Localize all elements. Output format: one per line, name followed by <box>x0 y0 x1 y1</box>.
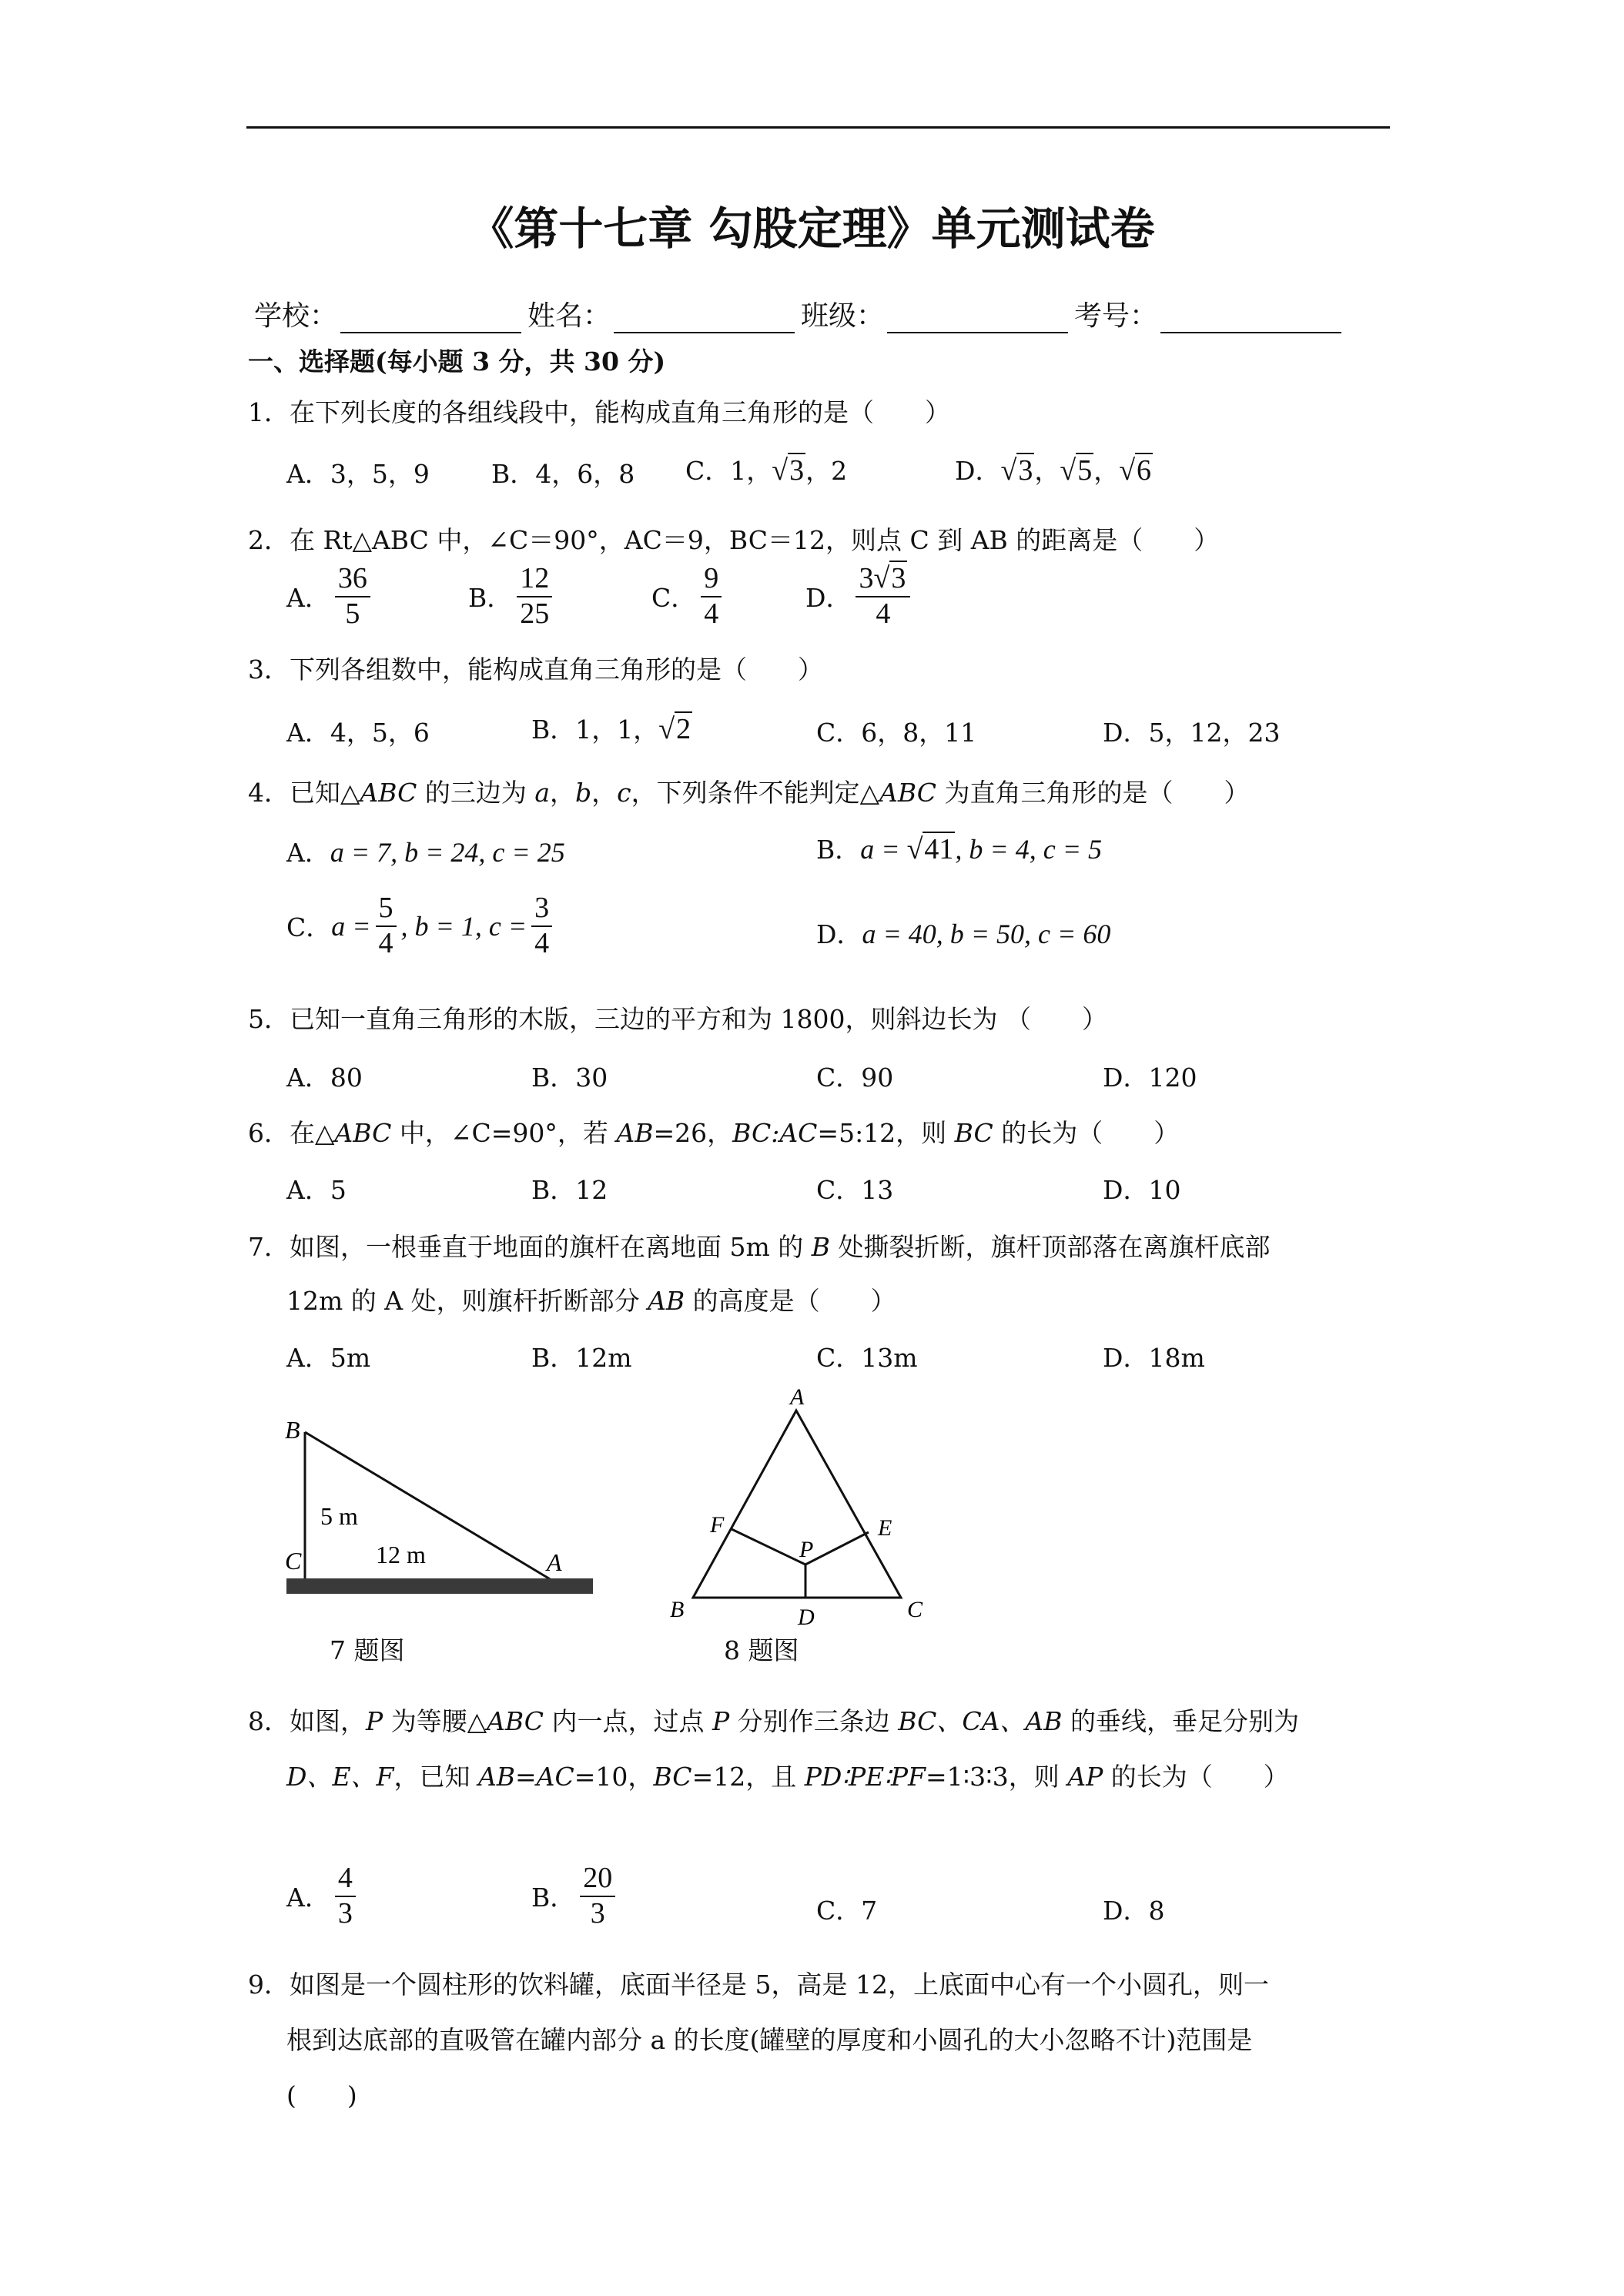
fraction: $\frac{5}{4}$ <box>376 892 397 960</box>
length-label-ca: 12 m <box>376 1541 426 1568</box>
class-blank[interactable] <box>887 306 1068 333</box>
sqrt-expression: √6 <box>1119 454 1152 487</box>
question-5-option-a[interactable]: A．80 <box>286 1063 363 1093</box>
name-label: 姓名： <box>527 300 611 332</box>
student-info-row <box>254 294 1348 333</box>
question-8-option-b[interactable]: B． $\frac{20}{3}$ <box>531 1862 620 1930</box>
question-8-line-1: 8．如图，P 为等腰△ABC 内一点，过点 P 分别作三条边 BC、CA、AB 的垂线，垂足分别为 <box>248 1706 1300 1736</box>
class-label: 班级： <box>801 300 885 332</box>
question-8-option-d[interactable]: D．8 <box>1103 1896 1165 1926</box>
foot-label-d: D <box>798 1605 815 1630</box>
foot-label-e: E <box>878 1515 892 1541</box>
question-3-stem: 3．下列各组数中，能构成直角三角形的是（ ） <box>248 654 823 684</box>
fraction: $\frac{4}{3}$ <box>335 1862 356 1930</box>
point-label-p: P <box>799 1537 814 1562</box>
triangle-abc <box>693 1411 901 1598</box>
question-2-option-b[interactable] <box>468 562 557 631</box>
question-7-line-2: 12m 的 A 处，则旗杆折断部分 AB 的高度是（ ） <box>286 1286 896 1316</box>
header-rule <box>246 126 1390 129</box>
question-4-option-a[interactable]: A．a = 7, b = 24, c = 25 <box>286 837 565 868</box>
question-7-option-b[interactable]: B．12m <box>531 1343 632 1373</box>
question-7-option-c[interactable]: C．13m <box>816 1343 918 1373</box>
vertex-label-c: C <box>285 1547 302 1575</box>
fraction: $\frac{3}{4}$ <box>531 892 552 960</box>
figure-8-triangle <box>655 1378 963 1632</box>
question-6-option-c[interactable]: C．13 <box>816 1175 894 1205</box>
sqrt-expression: √3 <box>1000 454 1033 487</box>
question-2-stem: 2．在 Rt△ABC 中，∠C＝90°，AC＝9，BC＝12，则点 C 到 AB 的距离是（ ） <box>248 525 1220 555</box>
vertex-label-a: A <box>547 1548 562 1576</box>
fraction: $\frac{20}{3}$ <box>580 1862 615 1930</box>
question-5-option-b[interactable]: B．30 <box>531 1063 608 1093</box>
name-blank[interactable] <box>614 306 795 333</box>
fraction: $\frac{9}{4}$ <box>701 562 722 631</box>
option-label: C． <box>651 583 697 614</box>
question-1-option-a[interactable]: A．3，5，9 <box>286 459 430 489</box>
question-1-stem: 1．在下列长度的各组线段中，能构成直角三角形的是（ ） <box>248 397 950 427</box>
question-1-option-b[interactable]: B．4，6，8 <box>491 459 635 489</box>
option-label: A． <box>286 583 330 614</box>
school-label: 学校： <box>254 300 338 332</box>
question-6-option-d[interactable]: D．10 <box>1103 1175 1181 1205</box>
vertex-label-b: B <box>670 1597 685 1622</box>
length-label-bc: 5 m <box>320 1502 358 1530</box>
question-1-option-d[interactable] <box>955 451 1153 487</box>
option-d-label: D． <box>955 456 1001 486</box>
question-4-option-d[interactable]: D．a = 40, b = 50, c = 60 <box>816 919 1111 949</box>
fraction: $\frac{12}{25}$ <box>517 562 552 631</box>
vertex-label-a: A <box>790 1384 805 1410</box>
option-c-prefix: C．1， <box>685 456 772 486</box>
question-7-option-d[interactable]: D．18m <box>1103 1343 1205 1373</box>
question-7-option-a[interactable]: A．5m <box>286 1343 371 1373</box>
sqrt-expression: √5 <box>1060 454 1093 487</box>
separator: ， <box>1034 456 1060 486</box>
question-4-option-b[interactable]: B．a = √41, b = 4, c = 5 <box>816 833 1102 865</box>
question-9-line-3: ( ) <box>286 2080 357 2110</box>
question-4-option-c[interactable]: C． a = $\frac{5}{4}$ , b = 1, c = $\frac{3}{4}$ <box>286 892 557 960</box>
question-3-option-b[interactable] <box>531 710 692 746</box>
option-c-suffix: ，2 <box>805 456 848 486</box>
separator: ， <box>1093 456 1120 486</box>
question-1-option-c[interactable] <box>685 451 847 487</box>
question-6-option-b[interactable]: B．12 <box>531 1175 608 1205</box>
sqrt-expression: √2 <box>658 713 691 745</box>
question-5-option-c[interactable]: C．90 <box>816 1063 894 1093</box>
question-8-option-c[interactable]: C．7 <box>816 1896 878 1926</box>
question-2-option-a[interactable] <box>286 562 375 631</box>
school-blank[interactable] <box>340 306 521 333</box>
option-label: D． <box>805 583 852 614</box>
exam-number-label: 考号： <box>1074 300 1158 332</box>
foot-label-f: F <box>710 1512 725 1538</box>
question-8-line-2: D、E、F，已知 AB=AC=10，BC=12，且 PD∶PE∶PF=1∶3∶3，则 AP 的长为（ ） <box>286 1762 1289 1792</box>
question-8-option-a[interactable]: A． $\frac{4}{3}$ <box>286 1862 360 1930</box>
exam-number-blank[interactable] <box>1160 306 1341 333</box>
perpendicular-pe <box>805 1532 869 1565</box>
option-b-prefix: B．1，1， <box>531 715 659 745</box>
figure-8-caption: 8 题图 <box>724 1635 799 1665</box>
question-3-option-d[interactable]: D．5，12，23 <box>1103 718 1281 748</box>
sqrt-expression: √3 <box>772 454 805 487</box>
question-9-line-1: 9．如图是一个圆柱形的饮料罐，底面半径是 5，高是 12，上底面中心有一个小圆孔，则一 <box>248 1970 1269 2000</box>
option-label: B． <box>468 583 513 614</box>
question-6-option-a[interactable]: A．5 <box>286 1175 347 1205</box>
question-6-stem: 6．在△ABC 中，∠C=90°，若 AB=26，BC:AC=5:12，则 BC 的长为（ ） <box>248 1118 1180 1148</box>
question-3-option-c[interactable]: C．6，8，11 <box>816 718 977 748</box>
question-5-stem: 5．已知一直角三角形的木版，三边的平方和为 1800，则斜边长为 （ ） <box>248 1004 1107 1034</box>
question-5-option-d[interactable]: D．120 <box>1103 1063 1197 1093</box>
figure-7-caption: 7 题图 <box>330 1635 405 1665</box>
question-7-line-1: 7．如图，一根垂直于地面的旗杆在离地面 5m 的 B 处撕裂折断，旗杆顶部落在离旗杆底部 <box>248 1232 1271 1262</box>
section-heading: 一、选择题(每小题 3 分，共 30 分) <box>248 346 666 377</box>
figure-7-flagpole <box>277 1409 601 1609</box>
page-title: 《第十七章 勾股定理》单元测试卷 <box>469 202 1155 255</box>
ground-strip <box>286 1578 593 1594</box>
vertex-label-c: C <box>907 1597 923 1622</box>
fraction: $\frac{36}{5}$ <box>335 562 370 631</box>
perpendicular-pf <box>732 1529 805 1565</box>
question-2-option-c[interactable] <box>651 562 726 631</box>
fraction: $\frac{3√3}{4}$ <box>856 562 910 631</box>
question-9-line-2: 根到达底部的直吸管在罐内部分 a 的长度(罐壁的厚度和小圆孔的大小忽略不计)范围是 <box>286 2025 1253 2055</box>
question-2-option-d[interactable] <box>805 562 915 631</box>
question-3-option-a[interactable]: A．4，5，6 <box>286 718 430 748</box>
question-4-stem: 4．已知△ABC 的三边为 a，b，c，下列条件不能判定△ABC 为直角三角形的是（ ） <box>248 778 1250 808</box>
vertex-label-b: B <box>285 1416 300 1444</box>
